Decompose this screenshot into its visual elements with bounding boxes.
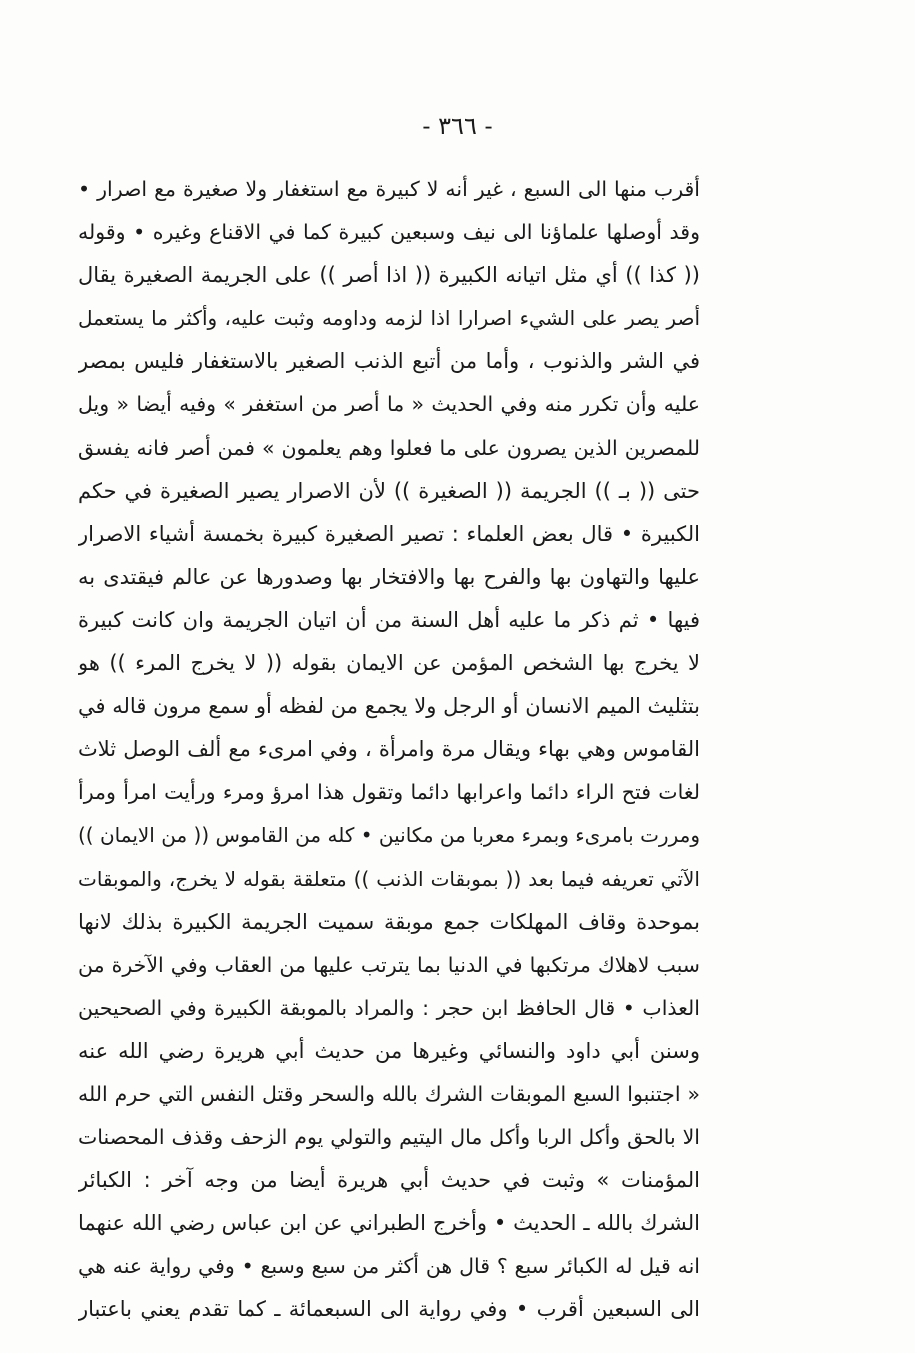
text-line: أقرب منها الى السبع ، غير أنه لا كبيرة مع استغفار ولا صغيرة مع اصرار • (78, 177, 700, 201)
body-text (78, 168, 700, 1332)
text-line: لا يخرج بها الشخص المؤمن عن الايمان بقوله (( لا يخرج المرء )) هو (78, 651, 700, 676)
text-line: لغات فتح الراء دائما واعرابها دائما وتقول هذا امرؤ ومرء ورأيت امرأ ومرأ (78, 780, 700, 805)
text-line: أصر يصر على الشيء اصرارا اذا لزمه وداومه وثبت عليه، وأكثر ما يستعمل (78, 306, 700, 331)
text-line: عليها والتهاون بها والفرح بها والافتخار بها وصدورها عن عالم فيقتدى به (78, 564, 700, 589)
text-line: الى السبعين أقرب • وفي رواية الى السبعمائة ـ كما تقدم يعني باعتبار (78, 1297, 700, 1322)
text-line: الشرك بالله ـ الحديث • وأخرج الطبراني عن ابن عباس رضي الله عنهما (78, 1211, 700, 1236)
text-line: للمصرين الذين يصرون على ما فعلوا وهم يعلمون » فمن أصر فانه يفسق (78, 435, 700, 460)
page-number: - ٣٦٦ - (422, 112, 493, 140)
text-line: سبب لاهلاك مرتكبها في الدنيا بما يترتب عليها من العقاب وفي الآخرة من (78, 952, 700, 977)
text-line: بتثليث الميم الانسان أو الرجل ولا يجمع من لفظه أو سمع مرون قاله في (78, 694, 700, 719)
text-line: الا بالحق وأكل الربا وأكل مال اليتيم والتولي يوم الزحف وقذف المحصنات (78, 1125, 700, 1150)
text-line: بموحدة وقاف المهلكات جمع موبقة سميت الجريمة الكبيرة بذلك لانها (78, 909, 700, 934)
text-line: وقد أوصلها علماؤنا الى نيف وسبعين كبيرة كما في الاقناع وغيره • وقوله (78, 220, 700, 245)
text-line: حتى (( بـ )) الجريمة (( الصغيرة )) لأن الاصرار يصير الصغيرة في حكم (78, 478, 700, 503)
text-line: وسنن أبي داود والنسائي وغيرها من حديث أبي هريرة رضي الله عنه (78, 1038, 700, 1063)
text-line: في الشر والذنوب ، وأما من أتبع الذنب الصغير بالاستغفار فليس بمصر (78, 349, 700, 374)
text-line: عليه وأن تكرر منه وفي الحديث « ما أصر من استغفر » وفيه أيضا « ويل (78, 392, 700, 417)
text-line: (( كذا )) أي مثل اتيانه الكبيرة (( اذا أصر )) على الجريمة الصغيرة يقال (78, 263, 700, 288)
text-line: المؤمنات » وثبت في حديث أبي هريرة أيضا من وجه آخر : الكبائر (78, 1168, 700, 1193)
text-line: الآتي تعريفه فيما بعد (( بموبقات الذنب )) متعلقة بقوله لا يخرج، والموبقات (78, 866, 700, 891)
text-line: فيها • ثم ذكر ما عليه أهل السنة من أن اتيان الجريمة وان كانت كبيرة (78, 607, 700, 632)
text-line: الكبيرة • قال بعض العلماء : تصير الصغيرة كبيرة بخمسة أشياء الاصرار (78, 521, 700, 546)
text-line: انه قيل له الكبائر سبع ؟ قال هن أكثر من سبع وسبع • وفي رواية عنه هي (78, 1254, 700, 1279)
text-line: القاموس وهي بهاء ويقال مرة وامرأة ، وفي امرىء مع ألف الوصل ثلاث (78, 737, 700, 762)
text-line: العذاب • قال الحافظ ابن حجر : والمراد بالموبقة الكبيرة وفي الصحيحين (78, 995, 700, 1020)
text-line: « اجتنبوا السبع الموبقات الشرك بالله والسحر وقتل النفس التي حرم الله (78, 1081, 700, 1106)
text-line: ومررت بامرىء وبمرء معربا من مكانين • كله من القاموس (( من الايمان )) (78, 823, 700, 848)
